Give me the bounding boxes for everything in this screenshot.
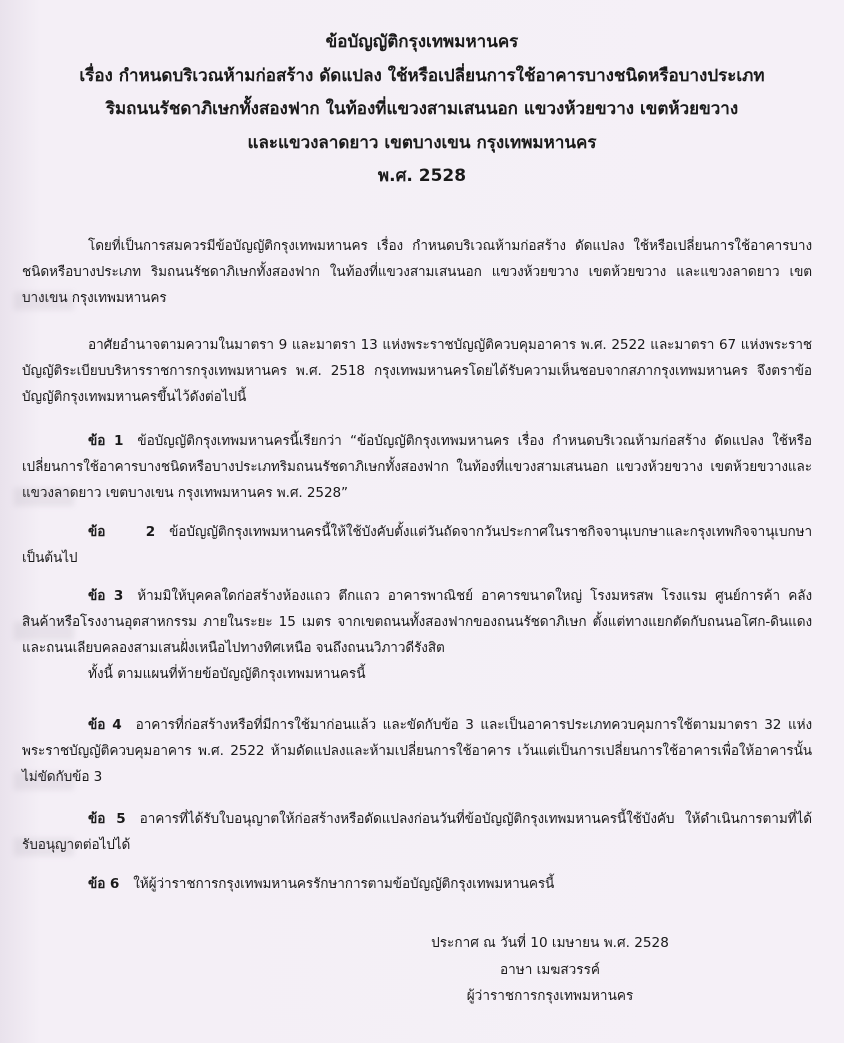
clause-6 — [22, 871, 812, 897]
clause-1-number: ข้อ 1 — [88, 433, 124, 449]
preamble-paragraph-1: โดยที่เป็นการสมควรมีข้อบัญญัติกรุงเทพมหานคร เรื่อง กำหนดบริเวณห้ามก่อสร้าง ดัดแปลง ใช้หรือเปลี่ยนการใช้อาคารบางชนิดหรือบางประเภท ริมถนนรัชดาภิเษกทั้งสองฟาก ในท้องที่แขวงสามเสนนอก แขวงห้วยขวาง เขตห้วยขวาง และแขวงลาดยาว เขตบางเขน กรุงเทพมหานคร — [22, 238, 812, 306]
clause-5 — [22, 806, 812, 858]
signature-block — [360, 930, 740, 1010]
clause-1 — [22, 428, 812, 506]
clause-5-text: อาคารที่ได้รับใบอนุญาตให้ก่อสร้างหรือดัดแปลงก่อนวันที่ข้อบัญญัติกรุงเทพมหานครนี้ใช้บังคับ ให้ดำเนินการตามที่ได้รับอนุญาตต่อไปได้ — [22, 811, 813, 853]
clause-3-number: ข้อ 3 — [88, 588, 124, 604]
title-line-5: พ.ศ. 2528 — [377, 166, 467, 186]
clause-4-number: ข้อ 4 — [88, 717, 122, 733]
title-line-1: ข้อบัญญัติกรุงเทพมหานคร — [325, 32, 519, 52]
clause-6-text: ให้ผู้ว่าราชการกรุงเทพมหานครรักษาการตามข้อบัญญัติกรุงเทพมหานครนี้ — [133, 876, 555, 892]
scan-smudge — [14, 292, 74, 310]
document-title — [20, 26, 824, 194]
signature-name: อาษา เมฆสวรรค์ — [499, 961, 601, 978]
title-line-4: และแขวงลาดยาว เขตบางเขน กรุงเทพมหานคร — [247, 132, 597, 153]
clause-2-number: ข้อ 2 — [88, 524, 156, 540]
clause-2-text: ข้อบัญญัติกรุงเทพมหานครนี้ให้ใช้บังคับตั้งแต่วันถัดจากวันประกาศในราชกิจจานุเบกษาและกรุงเทพกิจจานุเบกษาเป็นต้นไป — [22, 524, 812, 566]
clause-3 — [22, 583, 812, 661]
clause-5-number: ข้อ 5 — [88, 811, 126, 827]
preamble-paragraph-2: อาศัยอำนาจตามความในมาตรา 9 และมาตรา 13 แห่งพระราชบัญญัติควบคุมอาคาร พ.ศ. 2522 และมาตรา 67 แห่งพระราชบัญญัติระเบียบบริหารราชการกรุงเทพมหานคร พ.ศ. 2518 กรุงเทพมหานครโดยได้รับความเห็นชอบจากสภากรุงเทพมหานคร จึงตราข้อบัญญัติกรุงเทพมหานครขึ้นไว้ดังต่อไปนี้ — [22, 337, 812, 405]
title-line-2: เรื่อง กำหนดบริเวณห้ามก่อสร้าง ดัดแปลง ใช้หรือเปลี่ยนการใช้อาคารบางชนิดหรือบางประเภท — [79, 65, 765, 86]
clause-4-text: อาคารที่ก่อสร้างหรือที่มีการใช้มาก่อนแล้ว และขัดกับข้อ 3 และเป็นอาคารประเภทควบคุมการใช้ตามมาตรา 32 แห่งพระราชบัญญัติควบคุมอาคาร พ.ศ. 2522 ห้ามดัดแปลงและห้ามเปลี่ยนการใช้อาคาร เว้นแต่เป็นการเปลี่ยนการใช้อาคารเพื่อให้อาคารนั้นไม่ขัดกับข้อ 3 — [22, 717, 813, 785]
clause-4 — [22, 712, 812, 790]
clause-2 — [22, 519, 812, 571]
clause-3-note: ทั้งนี้ ตามแผนที่ท้ายข้อบัญญัติกรุงเทพมหานครนี้ — [88, 666, 366, 682]
clause-3-text: ห้ามมิให้บุคคลใดก่อสร้างห้องแถว ตึกแถว อาคารพาณิชย์ อาคารขนาดใหญ่ โรงมหรสพ โรงแรม ศูนย์การค้า คลังสินค้าหรือโรงงานอุตสาหกรรม ภายในระยะ 15 เมตร จากเขตถนนทั้งสองฟากของถนนรัชดาภิเษก ตั้งแต่ทางแยกตัดกับถนนอโศก-ดินแดง และถนนเลียบคลองสามเสนฝั่งเหนือไปทางทิศเหนือ จนถึงถนนวิภาวดีรังสิต — [22, 588, 812, 656]
signature-date: ประกาศ ณ วันที่ 10 เมษายน พ.ศ. 2528 — [431, 935, 669, 951]
scan-smudge — [14, 488, 74, 506]
scan-smudge — [14, 838, 74, 856]
clause-6-number: ข้อ 6 — [88, 876, 120, 892]
signature-position: ผู้ว่าราชการกรุงเทพมหานคร — [466, 988, 634, 1004]
clause-1-text: ข้อบัญญัติกรุงเทพมหานครนี้เรียกว่า “ข้อบัญญัติกรุงเทพมหานคร เรื่อง กำหนดบริเวณห้ามก่อสร้าง ดัดแปลง ใช้หรือเปลี่ยนการใช้อาคารบางชนิดหรือบางประเภทริมถนนรัชดาภิเษกทั้งสองฟาก ในท้องที่แขวงสามเสนนอก แขวงห้วยขวาง เขตห้วยขวางและแขวงลาดยาว เขตบางเขน กรุงเทพมหานคร พ.ศ. 2528” — [22, 433, 812, 501]
title-line-3: ริมถนนรัชดาภิเษกทั้งสองฟาก ในท้องที่แขวงสามเสนนอก แขวงห้วยขวาง เขตห้วยขวาง — [105, 99, 739, 119]
scan-smudge — [14, 772, 74, 790]
scan-smudge — [14, 622, 74, 640]
